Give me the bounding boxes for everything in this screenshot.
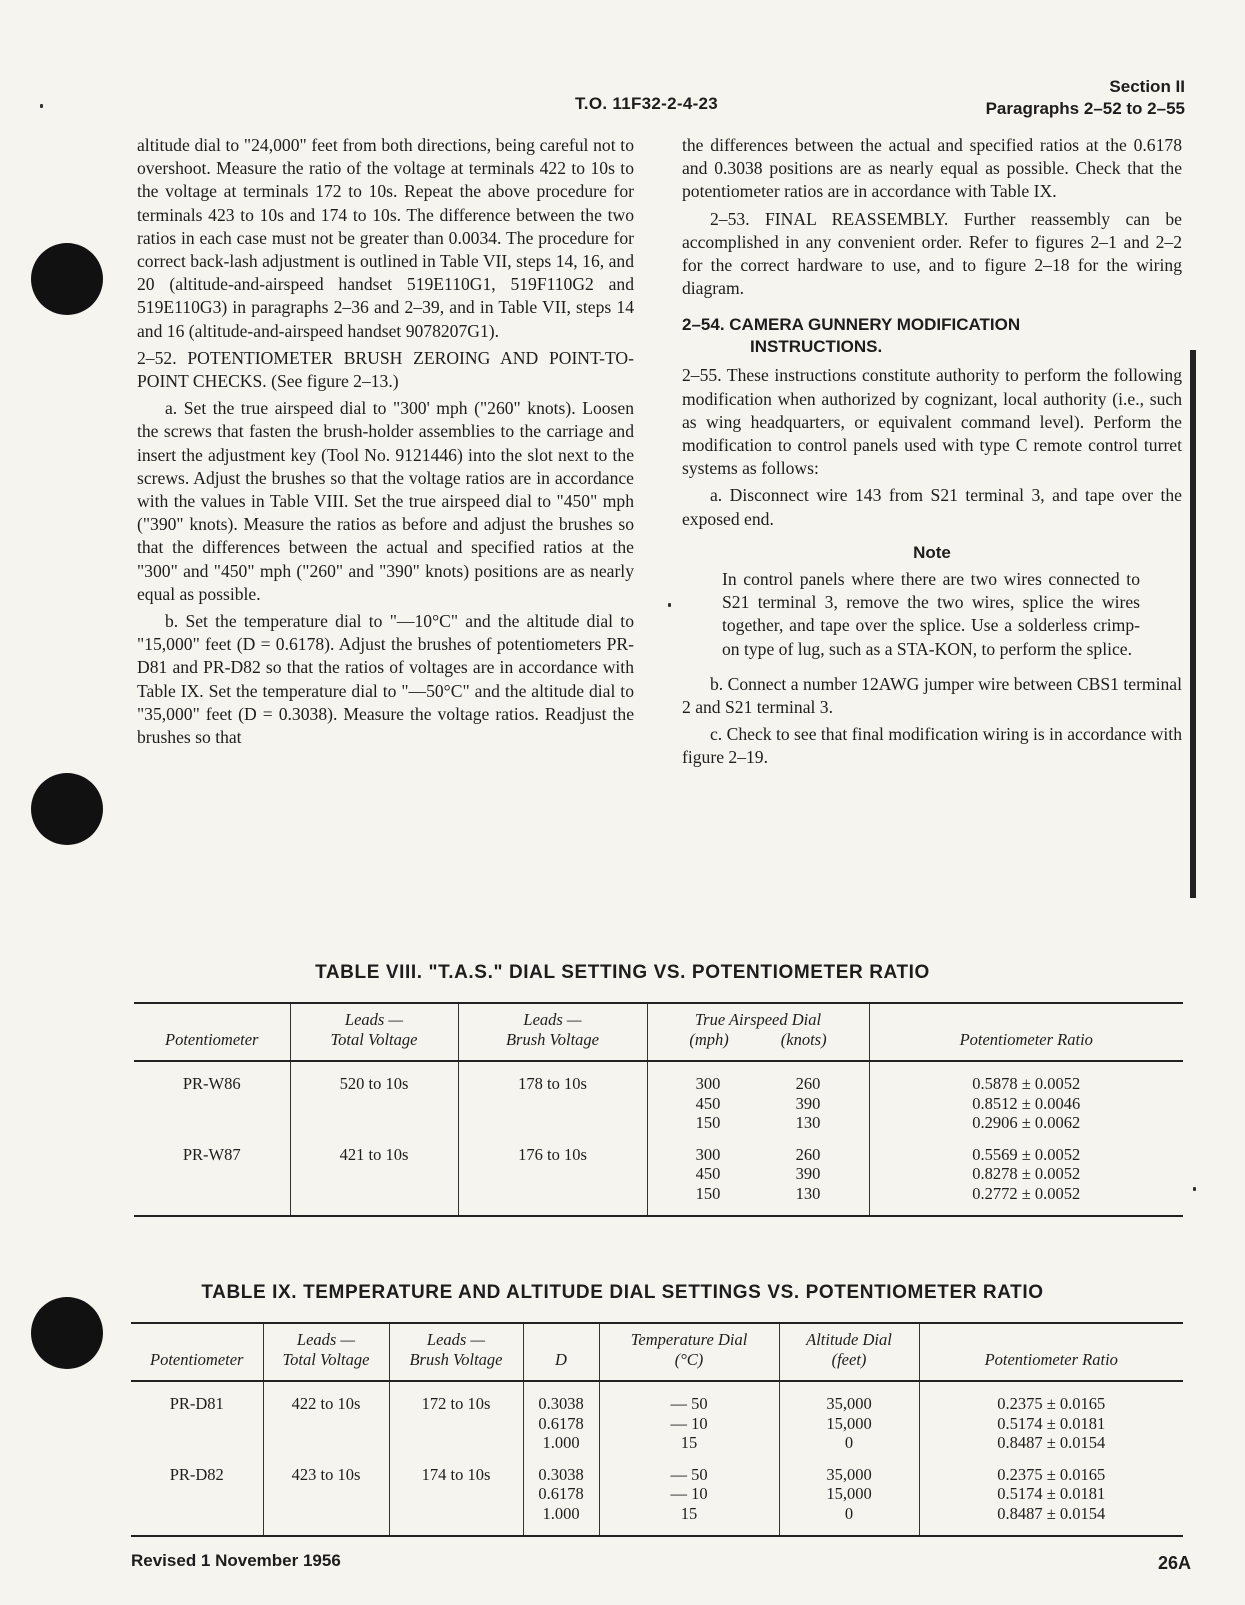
cell-potentiometer: PR-W86 [182,1074,241,1093]
step-a: a. Set the true airspeed dial to "300' mph ("260" knots). Loosen the screws that fasten the brush-holder assemblies to the carriage and insert the adjustment key (Tool No. 9121446) into the slot next to the screws. Adjust the brushes so that the voltage ratios are in accordance with the values in Table VIII. Set the true airspeed dial to "450" mph ("390" knots). Measure the ratios as before and adjust the brushes so that the differences between the actual and specified ratios at the "300" and "450" mph ("260" and "390" knots) positions are as nearly equal as possible. [137,398,634,604]
col-ratio: Potentiometer Ratio [869,1003,1183,1061]
col-leads-brush-line1: Leads — [523,1010,582,1029]
paragraph-continuation: altitude dial to "24,000" feet from both directions, being careful not to overshoot. Measure the ratio of the voltage at terminals 422 to 10s to the voltage at terminals 172 to 10s. Repeat the above procedure for terminals 423 to 10s and 174 to 10s. The difference between the two ratios in each case must not be greater than 0.0034. The procedure for correct back-lash adjustment is outlined in Table VII, steps 14, 16, and 20 (altitude-and-airspeed handset 519E110G1, 519F110G2 and 519E110G3) in paragraphs 2–36 and 2–39, and in Table VII, steps 14 and 16 (altitude-and-airspeed handset 9078207G1). [137,135,634,341]
value: 0 [844,1503,854,1523]
value: 300 [695,1074,721,1093]
scan-speck [668,603,671,607]
cell-altitude [779,1381,919,1453]
cell-brush: 178 to 10s [458,1061,647,1133]
value: 450 [695,1164,721,1183]
value: 150 [695,1183,721,1203]
value: 35,000 [826,1464,872,1484]
cell-brush: 174 to 10s [389,1453,523,1537]
value: 15 [680,1433,698,1452]
step-b: b. Set the temperature dial to "—10°C" and the altitude dial to "15,000" feet (D = 0.6178). Adjust the brushes of potentiometers PR-D81 and PR-D82 so that the ratios of voltages are in accordance with Table IX. Set the temperature dial to "—50°C" and the altitude dial to "35,000" feet (D = 0.3038). Measure the voltage ratios. Readjust the brushes so that [137,611,634,748]
col-potentiometer: Potentiometer [150,1350,244,1369]
col-leads-total [263,1323,389,1381]
section-label: Section II [1109,77,1185,96]
col-alt-line2: (feet) [831,1350,867,1369]
cell-airspeed [647,1133,869,1217]
col-leads-total-line2: Total Voltage [282,1350,370,1369]
revision-date: Revised 1 November 1956 [131,1551,341,1570]
value: 0.2375 ± 0.0165 [997,1464,1106,1484]
value: 0.8487 ± 0.0154 [997,1503,1106,1523]
col-leads-brush-line2: Brush Voltage [505,1030,600,1049]
col-ratio: Potentiometer Ratio [919,1323,1183,1381]
value: 0.5174 ± 0.0181 [997,1484,1106,1503]
section-header [986,76,1185,120]
col-temperature [599,1323,779,1381]
col-d: D [523,1323,599,1381]
col-leads-brush-line2: Brush Voltage [409,1350,503,1369]
cell-ratio [869,1133,1183,1217]
mph-values [684,1074,732,1133]
value: 1.000 [542,1433,580,1452]
mod-step-c: c. Check to see that final modification wiring is in accordance with figure 2–19. [682,724,1182,768]
paragraph-2-53: 2–53. FINAL REASSEMBLY. Further reassembly can be accomplished in any convenient order. Refer to figures 2–1 and 2–2 for the correct hardware to use, and to figure 2–18 for the wiring diagram. [682,208,1182,299]
binder-hole-bottom [31,1297,103,1369]
value: 0.5878 ± 0.0052 [972,1074,1081,1093]
value: 0.3038 [538,1464,584,1484]
cell-ratio [869,1061,1183,1133]
value: 150 [695,1113,721,1132]
table-row [131,1381,1183,1453]
col-leads-total-line1: Leads — [296,1330,356,1349]
value: 130 [795,1113,821,1132]
binder-hole-top [31,243,103,315]
value: 0.8512 ± 0.0046 [972,1093,1081,1113]
col-leads-total [290,1003,458,1061]
col-temp-line2: (°C) [674,1350,704,1369]
right-column [682,134,1182,770]
table-row [134,1133,1183,1217]
value: 0.2772 ± 0.0052 [972,1183,1081,1203]
col-alt-line1: Altitude Dial [806,1330,892,1349]
cell-brush: 172 to 10s [389,1381,523,1453]
paragraph-2-52: 2–52. POTENTIOMETER BRUSH ZEROING AND POINT-TO-POINT CHECKS. (See figure 2–13.) [137,347,634,392]
table-header-row [134,1003,1183,1061]
knots-values [784,1145,832,1204]
knots-values [784,1074,832,1133]
change-bar [1190,350,1196,898]
left-column [137,134,634,749]
col-potentiometer: Potentiometer [165,1030,259,1049]
value: 260 [795,1144,821,1164]
value: 450 [695,1093,721,1113]
value: 35,000 [826,1394,872,1413]
table-8 [134,1002,1183,1217]
col-leads-brush [458,1003,647,1061]
col-leads-total-line2: Total Voltage [330,1030,418,1049]
col-tas-line1: True Airspeed Dial [694,1010,822,1029]
document-number: T.O. 11F32-2-4-23 [575,94,719,113]
value: 390 [795,1164,821,1183]
table-header-row [131,1323,1183,1381]
table-9-title: TABLE IX. TEMPERATURE AND ALTITUDE DIAL SETTINGS VS. POTENTIOMETER RATIO [201,1282,1044,1303]
col-tas-knots: (knots) [780,1030,827,1049]
cell-ratio [919,1381,1183,1453]
col-true-airspeed [647,1003,869,1061]
mod-step-b: b. Connect a number 12AWG jumper wire between CBS1 terminal 2 and S21 terminal 3. [682,673,1182,718]
value: — 10 [670,1413,708,1433]
paragraph-continuation-right: the differences between the actual and specified ratios at the 0.6178 and 0.3038 positions are as nearly equal as possible. Check that the potentiometer ratios are in accordance with Table IX. [682,135,1182,202]
value: 0.6178 [538,1484,584,1503]
value: 1.000 [542,1503,580,1523]
cell-brush: 176 to 10s [458,1133,647,1217]
cell-total: 423 to 10s [263,1453,389,1537]
value: 0.8278 ± 0.0052 [972,1164,1081,1183]
value: 300 [695,1144,721,1164]
cell-total: 422 to 10s [263,1381,389,1453]
cell-altitude [779,1453,919,1537]
cell-temperature [599,1381,779,1453]
value: 0.8487 ± 0.0154 [997,1433,1106,1452]
value: 0.2906 ± 0.0062 [972,1113,1081,1132]
table-row [131,1453,1183,1537]
paragraphs-label: Paragraphs 2–52 to 2–55 [985,99,1185,118]
table-row [134,1061,1183,1133]
heading-line-1: 2–54. CAMERA GUNNERY MODIFICATION [682,315,1021,335]
value: 0.5569 ± 0.0052 [972,1144,1081,1164]
value: 15,000 [826,1484,872,1503]
cell-total: 520 to 10s [290,1061,458,1133]
section-heading-2-54 [682,314,1182,358]
cell-potentiometer: PR-D81 [169,1394,224,1413]
binder-hole-middle [31,773,103,845]
value: 260 [795,1074,821,1093]
col-altitude [779,1323,919,1381]
page-number: 26A [1157,1553,1191,1573]
cell-temperature [599,1453,779,1537]
cell-total: 421 to 10s [290,1133,458,1217]
value: 0.3038 [538,1394,584,1413]
value: 0.5174 ± 0.0181 [997,1413,1106,1433]
value: — 10 [670,1484,708,1503]
value: 390 [795,1093,821,1113]
mph-values [684,1145,732,1204]
table-9 [131,1322,1183,1537]
value: 0 [844,1433,854,1452]
col-leads-brush [389,1323,523,1381]
cell-d [523,1453,599,1537]
value: 15 [680,1503,698,1523]
paragraph-2-55: 2–55. These instructions constitute authority to perform the following modification when authorized by cognizant, local authority (i.e., such as wing headquarters, or equivalent command level). Perform the modification to control panels used with type C remote control turret systems as follows: [682,365,1182,479]
mod-step-a: a. Disconnect wire 143 from S21 terminal 3, and tape over the exposed end. [682,485,1182,529]
cell-ratio [919,1453,1183,1537]
col-leads-brush-line1: Leads — [426,1330,486,1349]
heading-line-2: INSTRUCTIONS. [750,337,883,357]
scan-speck [1193,1187,1196,1191]
col-temp-line1: Temperature Dial [630,1330,748,1349]
col-leads-total-line1: Leads — [344,1010,404,1029]
value: 0.2375 ± 0.0165 [997,1394,1106,1413]
value: 15,000 [826,1413,872,1433]
note-title: Note [913,542,951,562]
value: — 50 [670,1394,708,1413]
value: 0.6178 [538,1413,584,1433]
table-8-title: TABLE VIII. "T.A.S." DIAL SETTING VS. POTENTIOMETER RATIO [315,962,930,983]
cell-airspeed [647,1061,869,1133]
cell-potentiometer: PR-D82 [169,1464,224,1484]
value: 130 [795,1183,821,1203]
scan-speck [40,104,43,108]
col-tas-units [652,1030,865,1050]
cell-potentiometer: PR-W87 [182,1144,241,1164]
col-tas-mph: (mph) [689,1030,729,1049]
cell-d [523,1381,599,1453]
note-body: In control panels where there are two wires connected to S21 terminal 3, remove the two wires, splice the wires together, and tape over the splice. Use a solderless crimp-on type of lug, such as a STA-KON, to perform the splice. [722,569,1140,659]
value: — 50 [670,1464,708,1484]
